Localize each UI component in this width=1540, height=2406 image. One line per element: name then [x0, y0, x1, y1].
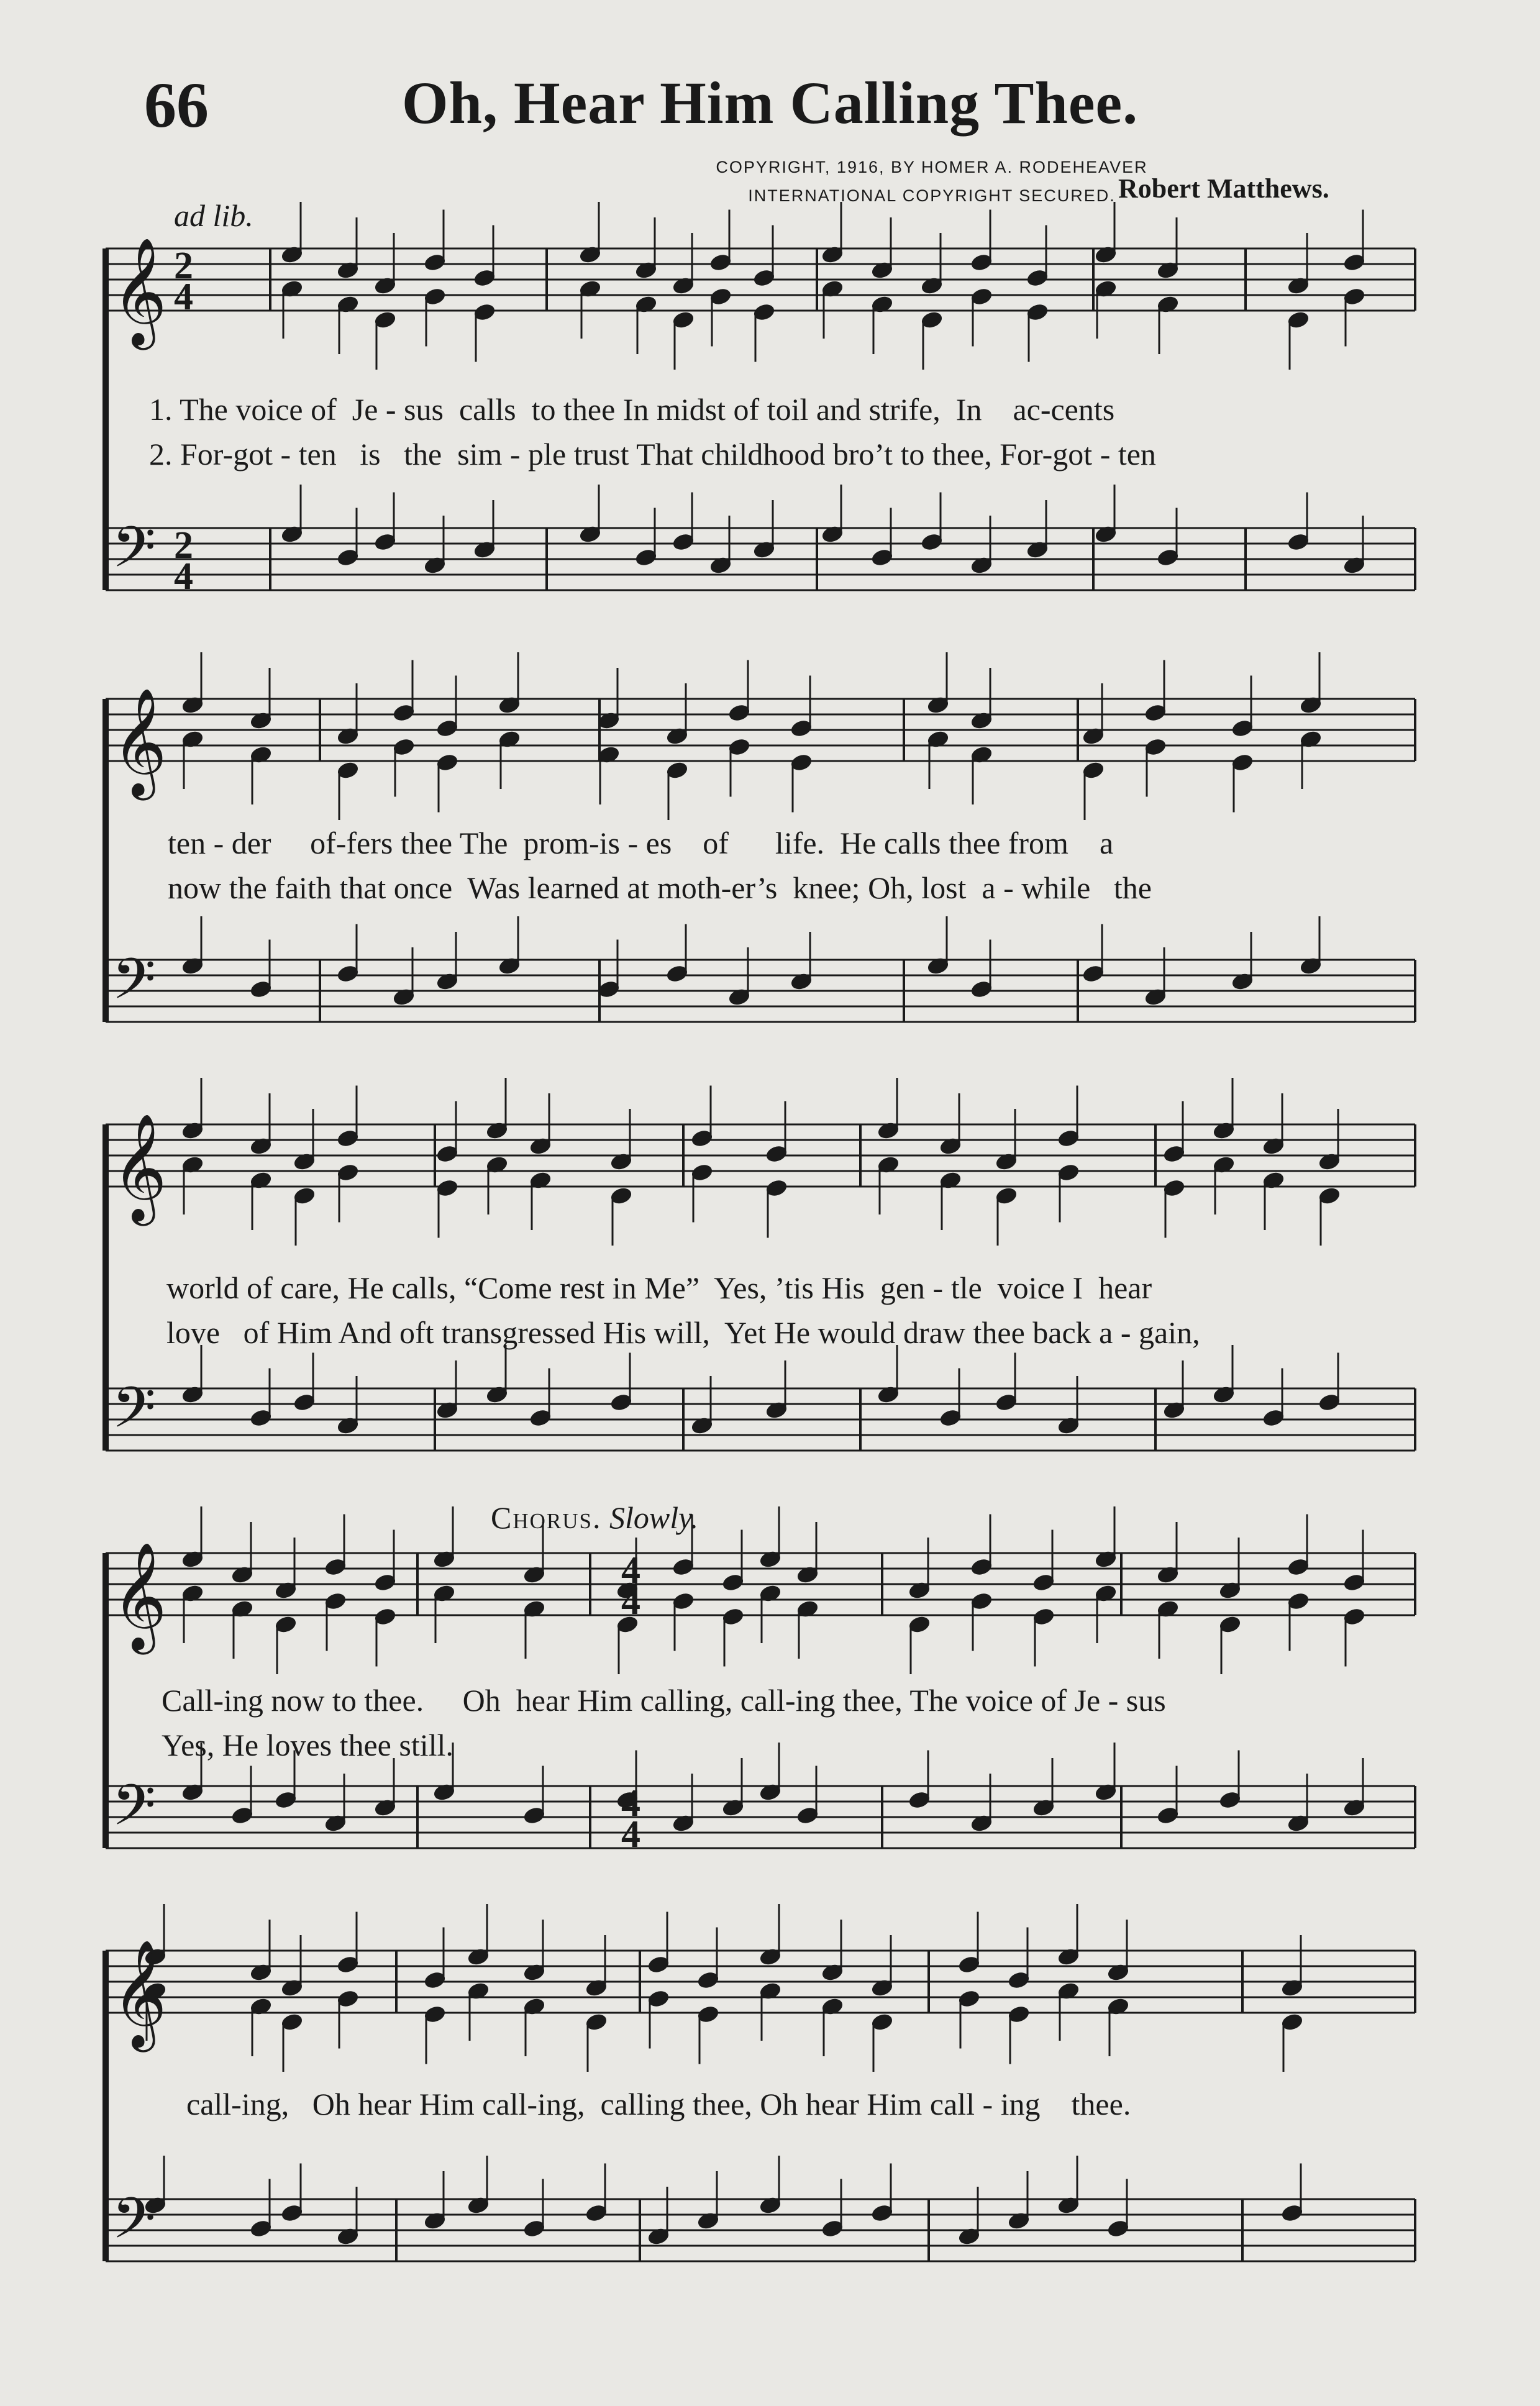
svg-text:𝄢: 𝄢	[112, 514, 156, 594]
hymn-title: Oh, Hear Him Calling Thee.	[401, 70, 1139, 136]
clefs	[112, 237, 167, 2265]
notes	[144, 202, 1366, 2246]
svg-text:4: 4	[174, 555, 193, 598]
author-credit: Robert Matthews.	[1118, 173, 1329, 204]
lyric-s4-v2: Yes, He loves thee still.	[162, 1728, 453, 1762]
svg-text:2: 2	[174, 245, 193, 287]
tempo-marking: ad lib.	[174, 198, 253, 233]
svg-text:𝄞: 𝄞	[112, 237, 167, 345]
svg-text:𝄢: 𝄢	[112, 1772, 156, 1852]
svg-text:2: 2	[174, 524, 193, 567]
copyright-line-2: INTERNATIONAL COPYRIGHT SECURED.	[748, 186, 1116, 205]
svg-text:𝄞: 𝄞	[112, 1939, 167, 2048]
lyric-s1-v2: 2. For-got - ten is the sim - ple trust That childhood bro’t to thee, For-got - ten	[149, 437, 1156, 472]
svg-text:4: 4	[621, 1549, 640, 1592]
lyric-s1-v1: 1. The voice of Je - sus calls to thee In midst of toil and strife, In ac-cents	[149, 392, 1115, 427]
svg-text:𝄞: 𝄞	[112, 1113, 167, 1221]
chorus-label: Chorus.	[491, 1500, 602, 1535]
lyric-s3-v1: world of care, He calls, “Come rest in Me” Yes, ’tis His gen - tle voice I hear	[166, 1270, 1152, 1305]
svg-text:4: 4	[174, 276, 193, 318]
svg-text:𝄞: 𝄞	[112, 1542, 167, 1650]
svg-text:𝄢: 𝄢	[112, 1375, 156, 1454]
svg-text:𝄞: 𝄞	[112, 688, 167, 796]
svg-text:𝄢: 𝄢	[112, 946, 156, 1026]
page-number: 66	[144, 70, 209, 141]
lyric-s2-v2: now the faith that once Was learned at moth-er’s knee; Oh, lost a - while the	[168, 870, 1152, 905]
copyright-line-1: COPYRIGHT, 1916, BY HOMER A. RODEHEAVER	[716, 158, 1148, 176]
svg-text:𝄢: 𝄢	[112, 2185, 156, 2265]
svg-text:4: 4	[621, 1813, 640, 1856]
chorus-tempo: Slowly.	[609, 1500, 699, 1535]
lyric-s2-v1: ten - der of-fers thee The prom-is - es of life. He calls thee from a	[168, 826, 1114, 860]
lyric-s3-v2: love of Him And oft transgressed His will, Yet He would draw thee back a - gain,	[166, 1315, 1200, 1350]
lyric-s5: call-ing, Oh hear Him call-ing, calling thee, Oh hear Him call - ing thee.	[186, 2087, 1131, 2121]
svg-text:4: 4	[621, 1782, 640, 1825]
svg-text:4: 4	[621, 1580, 640, 1623]
lyric-s4-v1: Call-ing now to thee. Oh hear Him calling, call-ing thee, The voice of Je - sus	[162, 1683, 1166, 1718]
